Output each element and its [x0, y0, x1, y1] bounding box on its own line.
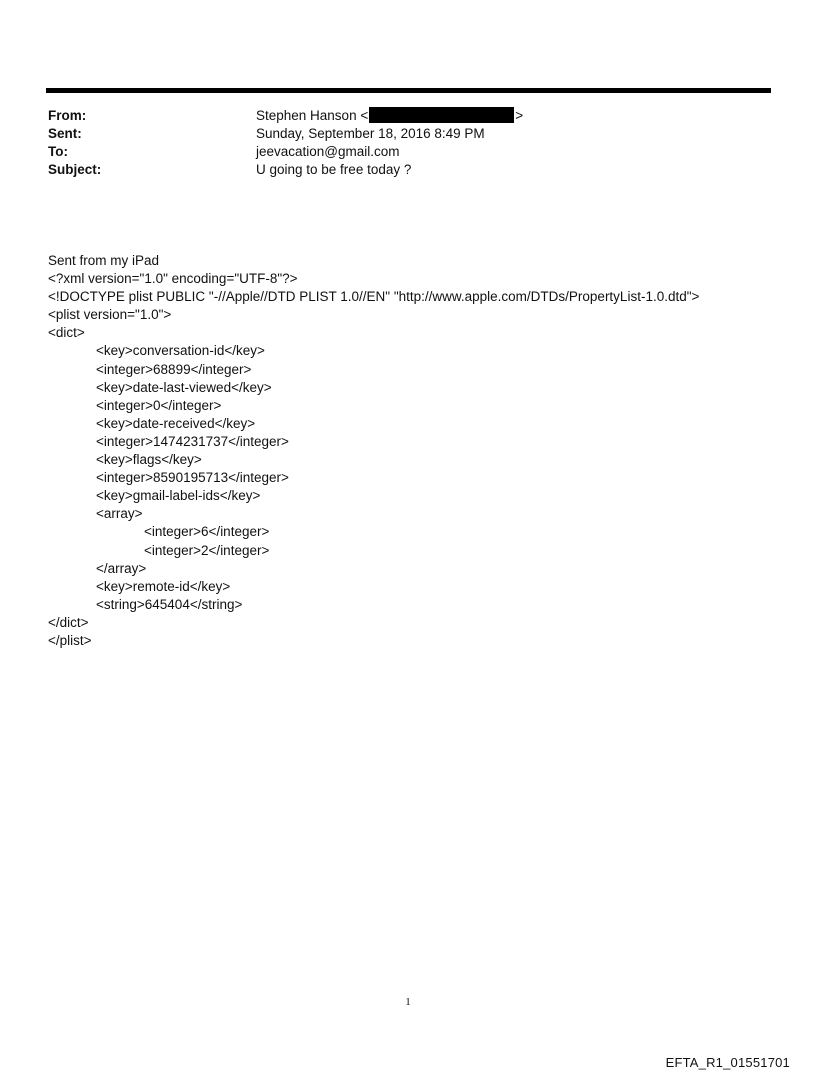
redaction-box — [369, 107, 514, 123]
body-line: <?xml version="1.0" encoding="UTF-8"?> — [48, 271, 298, 287]
sent-row — [48, 125, 748, 143]
document-id: EFTA_R1_01551701 — [665, 1055, 790, 1070]
body-line: <integer>0</integer> — [96, 397, 222, 413]
body-line: <key>date-last-viewed</key> — [96, 379, 272, 395]
subject-label: Subject: — [48, 162, 102, 177]
body-line: </plist> — [48, 632, 92, 648]
body-line: <key>conversation-id</key> — [96, 343, 265, 359]
body-line: <plist version="1.0"> — [48, 307, 172, 323]
body-line: <integer>1474231737</integer> — [96, 433, 289, 449]
body-line: <dict> — [48, 325, 85, 341]
page-number: 1 — [405, 996, 411, 1008]
header-divider — [46, 88, 771, 93]
body-line: <integer>8590195713</integer> — [96, 470, 289, 486]
sent-value: Sunday, September 18, 2016 8:49 PM — [256, 126, 485, 141]
body-line: <key>flags</key> — [96, 452, 202, 468]
body-line: <array> — [96, 506, 143, 522]
body-line: <key>gmail-label-ids</key> — [96, 488, 261, 504]
body-line: <integer>6</integer> — [144, 524, 270, 540]
body-line: <string>645404</string> — [96, 596, 243, 612]
body-line: Sent from my iPad — [48, 253, 160, 268]
body-line: <!DOCTYPE plist PUBLIC "-//Apple//DTD PLIST 1.0//EN" "http://www.apple.com/DTDs/PropertyList-1.0.dtd"> — [48, 289, 700, 305]
sent-label: Sent: — [48, 126, 82, 141]
body-line: <integer>68899</integer> — [96, 361, 252, 377]
email-body — [48, 252, 788, 650]
from-label: From: — [48, 108, 87, 123]
body-line: <integer>2</integer> — [144, 542, 270, 558]
email-header — [48, 107, 748, 179]
to-value: jeevacation@gmail.com — [256, 144, 400, 159]
body-line: <key>remote-id</key> — [96, 578, 231, 594]
subject-value: U going to be free today ? — [256, 162, 412, 177]
from-name: Stephen Hanson < — [256, 108, 369, 123]
from-suffix: > — [515, 108, 524, 123]
body-line: <key>date-received</key> — [96, 415, 256, 431]
body-line: </dict> — [48, 614, 89, 630]
from-value — [256, 107, 523, 125]
body-line: </array> — [96, 560, 147, 576]
from-row — [48, 107, 748, 125]
to-label: To: — [48, 144, 68, 159]
to-row — [48, 143, 748, 161]
subject-row — [48, 161, 748, 179]
